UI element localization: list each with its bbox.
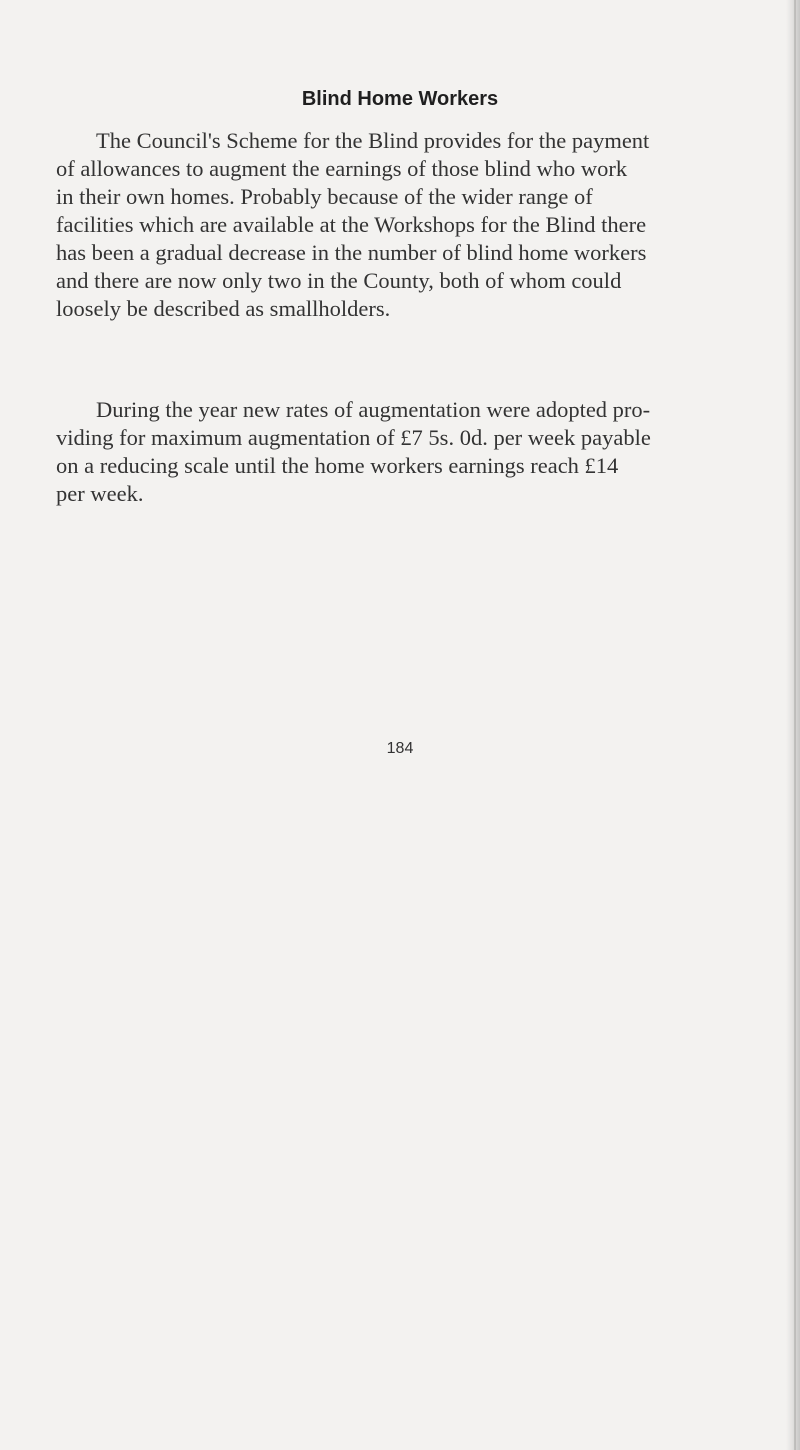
section-heading: Blind Home Workers (301, 88, 499, 110)
paragraph-line: The Council's Scheme for the Blind provides for the payment (96, 128, 650, 153)
paragraph-2 (56, 396, 800, 508)
paragraph-line: has been a gradual decrease in the number of blind home workers (56, 240, 647, 265)
paragraph-1 (56, 127, 800, 323)
paragraph-line: on a reducing scale until the home workers earnings reach £14 (56, 453, 619, 478)
paragraph-line: of allowances to augment the earnings of those blind who work (56, 156, 628, 181)
paragraph-line: viding for maximum augmentation of £7 5s. 0d. per week payable (56, 425, 651, 450)
page-number: 184 (386, 740, 414, 757)
paragraph-line: loosely be described as smallholders. (56, 296, 391, 321)
paragraph-line: and there are now only two in the County, both of whom could (56, 268, 622, 293)
paragraph-line: per week. (56, 481, 144, 506)
paragraph-line: facilities which are available at the Workshops for the Blind there (56, 212, 647, 237)
paragraph-line: in their own homes. Probably because of the wider range of (56, 184, 593, 209)
paragraph-line: During the year new rates of augmentation were adopted pro- (96, 397, 651, 422)
